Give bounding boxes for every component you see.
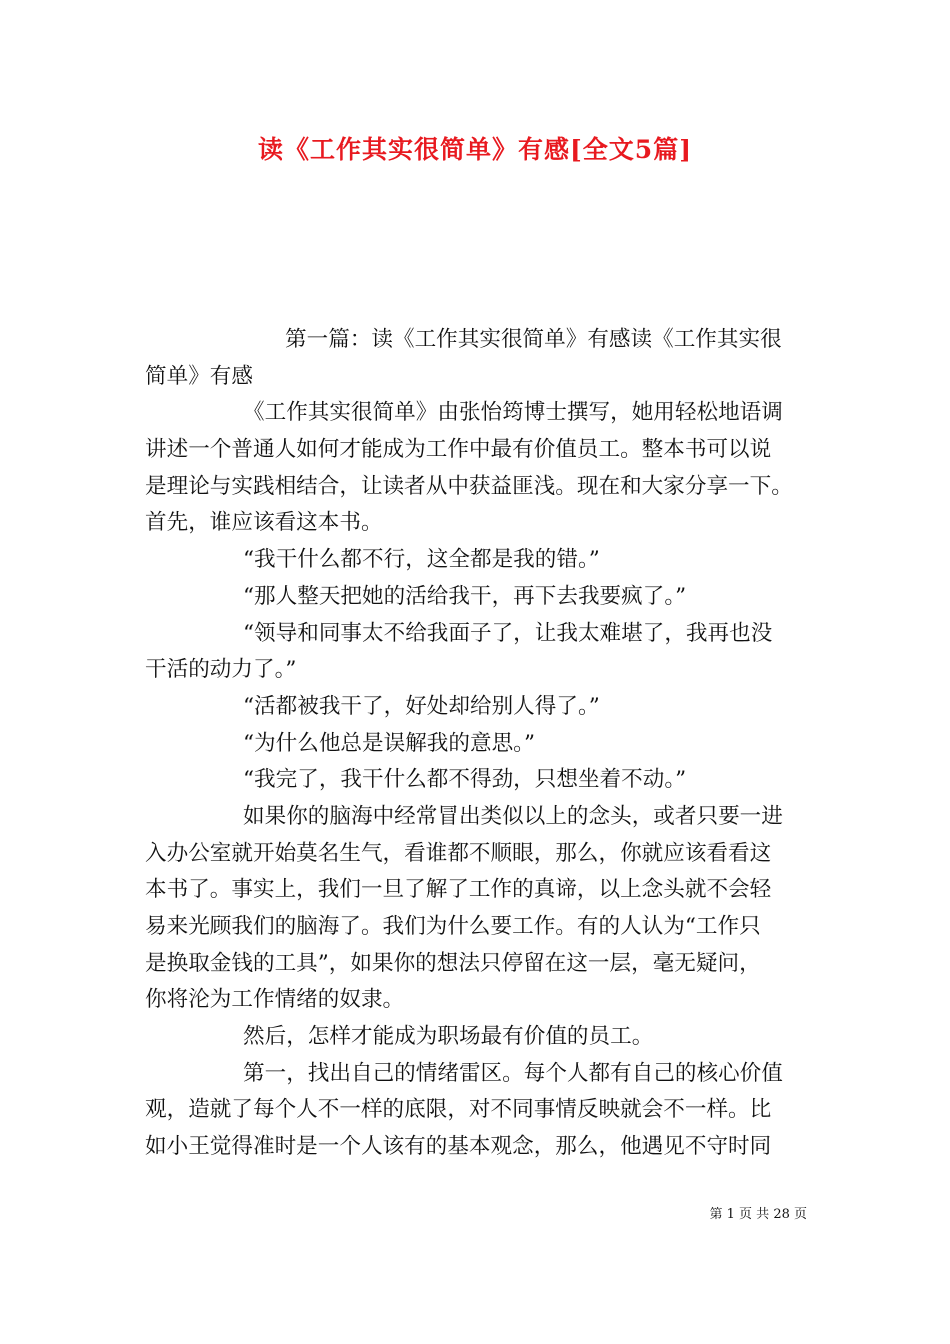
quote-line: “我完了，我干什么都不得劲，只想坐着不动。” — [243, 767, 687, 793]
section-heading-line: 简单》有感 — [145, 363, 253, 389]
quote-line: “那人整天把她的活给我干，再下去我要疯了。” — [243, 583, 687, 609]
paragraph-line: 如果你的脑海中经常冒出类似以上的念头，或者只要一进 — [243, 803, 783, 829]
quote-line: “领导和同事太不给我面子了，让我太难堪了，我再也没 — [243, 620, 773, 646]
paragraph-line: 第一，找出自己的情绪雷区。每个人都有自己的核心价值 — [243, 1060, 783, 1086]
quote-line: 干活的动力了。” — [145, 657, 297, 683]
paragraph-line: 是换取金钱的工具”，如果你的想法只停留在这一层，毫无疑问， — [145, 950, 761, 976]
quote-line: “为什么他总是误解我的意思。” — [243, 730, 535, 756]
paragraph-line: 首先，谁应该看这本书。 — [145, 510, 383, 536]
paragraph-line: 观，造就了每个人不一样的底限，对不同事情反映就会不一样。比 — [145, 1097, 772, 1123]
document-title: 读《工作其实很简单》有感[全文5篇] — [257, 135, 693, 164]
paragraph-line: 是理论与实践相结合，让读者从中获益匪浅。现在和大家分享一下。 — [145, 473, 793, 499]
quote-line: “我干什么都不行，这全都是我的错。” — [243, 547, 600, 573]
paragraph-line: 易来光顾我们的脑海了。我们为什么要工作。有的人认为“工作只 — [145, 914, 761, 939]
paragraph-line: 讲述一个普通人如何才能成为工作中最有价值员工。整本书可以说 — [145, 437, 772, 463]
paragraph-line: 然后，怎样才能成为职场最有价值的员工。 — [243, 1024, 654, 1050]
paragraph-line: 本书了。事实上，我们一旦了解了工作的真谛，以上念头就不会轻 — [145, 877, 772, 903]
paragraph-line: 如小王觉得准时是一个人该有的基本观念，那么，他遇见不守时同 — [145, 1134, 772, 1160]
document-body — [145, 322, 807, 1166]
quote-line: “活都被我干了，好处却给别人得了。” — [243, 693, 600, 719]
section-heading-line: 第一篇：读《工作其实很简单》有感读《工作其实很 — [285, 327, 782, 352]
paragraph-line: 你将沦为工作情绪的奴隶。 — [145, 987, 405, 1013]
page-number: 第 1 页 共 28 页 — [709, 1207, 807, 1222]
paragraph-line: 入办公室就开始莫名生气，看谁都不顺眼，那么，你就应该看看这 — [145, 840, 772, 866]
paragraph-line: 《工作其实很简单》由张怡筠博士撰写，她用轻松地语调 — [243, 400, 783, 426]
